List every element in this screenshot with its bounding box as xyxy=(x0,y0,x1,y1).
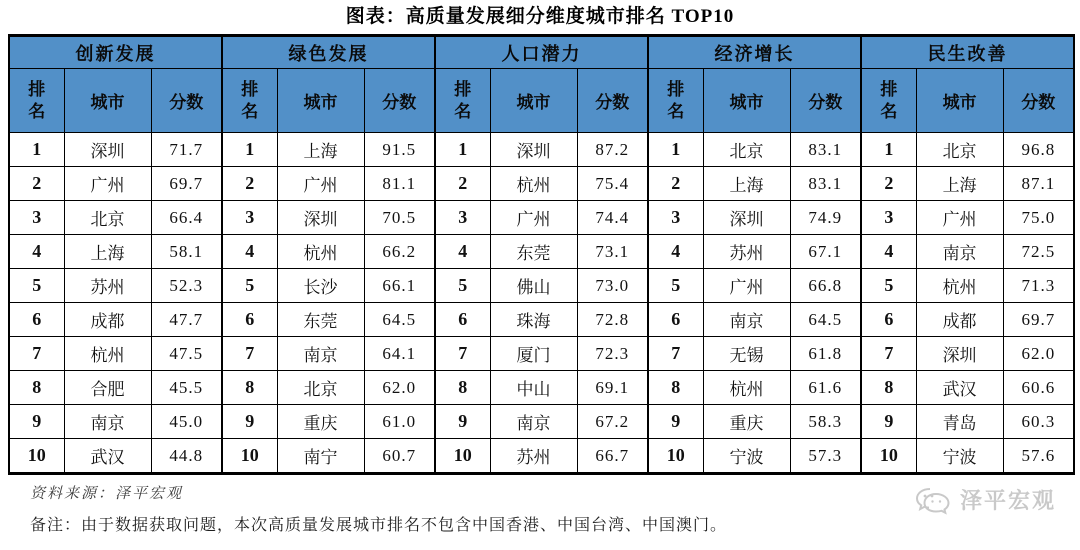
rank-cell: 4 xyxy=(9,235,64,269)
column-header-city: 城市 xyxy=(64,69,151,133)
rank-cell: 1 xyxy=(861,133,916,167)
rank-cell: 1 xyxy=(222,133,277,167)
city-cell: 南京 xyxy=(490,405,577,439)
score-cell: 64.5 xyxy=(790,303,861,337)
rank-cell: 6 xyxy=(435,303,490,337)
rank-cell: 10 xyxy=(222,439,277,474)
section-header-5: 民生改善 xyxy=(861,36,1074,69)
section-header-2: 绿色发展 xyxy=(222,36,435,69)
city-cell: 苏州 xyxy=(703,235,790,269)
table-row xyxy=(9,337,1074,371)
city-cell: 杭州 xyxy=(64,337,151,371)
city-cell: 上海 xyxy=(916,167,1003,201)
score-cell: 75.4 xyxy=(577,167,648,201)
column-header-score: 分数 xyxy=(151,69,222,133)
city-cell: 北京 xyxy=(64,201,151,235)
rank-cell: 3 xyxy=(222,201,277,235)
rank-cell: 7 xyxy=(222,337,277,371)
city-cell: 苏州 xyxy=(490,439,577,474)
city-cell: 深圳 xyxy=(490,133,577,167)
table-row xyxy=(9,303,1074,337)
rank-cell: 8 xyxy=(222,371,277,405)
table-row xyxy=(9,201,1074,235)
score-cell: 45.5 xyxy=(151,371,222,405)
city-cell: 广州 xyxy=(64,167,151,201)
score-cell: 67.2 xyxy=(577,405,648,439)
rank-cell: 10 xyxy=(861,439,916,474)
rank-cell: 8 xyxy=(861,371,916,405)
rank-cell: 2 xyxy=(648,167,703,201)
column-header-city: 城市 xyxy=(277,69,364,133)
city-cell: 北京 xyxy=(277,371,364,405)
city-cell: 珠海 xyxy=(490,303,577,337)
rank-cell: 6 xyxy=(648,303,703,337)
city-cell: 无锡 xyxy=(703,337,790,371)
score-cell: 57.3 xyxy=(790,439,861,474)
score-cell: 66.4 xyxy=(151,201,222,235)
rank-cell: 5 xyxy=(9,269,64,303)
score-cell: 70.5 xyxy=(364,201,435,235)
rank-cell: 7 xyxy=(9,337,64,371)
score-cell: 60.6 xyxy=(1003,371,1074,405)
city-cell: 北京 xyxy=(916,133,1003,167)
rank-cell: 6 xyxy=(9,303,64,337)
score-cell: 60.3 xyxy=(1003,405,1074,439)
city-cell: 杭州 xyxy=(916,269,1003,303)
city-cell: 深圳 xyxy=(277,201,364,235)
score-cell: 60.7 xyxy=(364,439,435,474)
rank-cell: 1 xyxy=(648,133,703,167)
rank-cell: 3 xyxy=(435,201,490,235)
column-header-city: 城市 xyxy=(916,69,1003,133)
city-cell: 深圳 xyxy=(703,201,790,235)
score-cell: 69.7 xyxy=(1003,303,1074,337)
score-cell: 64.5 xyxy=(364,303,435,337)
city-cell: 深圳 xyxy=(916,337,1003,371)
city-cell: 上海 xyxy=(703,167,790,201)
column-header-rank: 排名 xyxy=(648,69,703,133)
rank-cell: 9 xyxy=(222,405,277,439)
city-cell: 南京 xyxy=(703,303,790,337)
rank-cell: 6 xyxy=(222,303,277,337)
score-cell: 66.2 xyxy=(364,235,435,269)
score-cell: 72.3 xyxy=(577,337,648,371)
score-cell: 73.0 xyxy=(577,269,648,303)
rank-cell: 9 xyxy=(9,405,64,439)
score-cell: 83.1 xyxy=(790,167,861,201)
city-cell: 成都 xyxy=(916,303,1003,337)
score-cell: 81.1 xyxy=(364,167,435,201)
rank-cell: 10 xyxy=(435,439,490,474)
score-cell: 87.2 xyxy=(577,133,648,167)
table-row xyxy=(9,133,1074,167)
column-header-city: 城市 xyxy=(703,69,790,133)
column-header-city: 城市 xyxy=(490,69,577,133)
city-cell: 广州 xyxy=(490,201,577,235)
city-cell: 上海 xyxy=(64,235,151,269)
column-header-rank: 排名 xyxy=(9,69,64,133)
column-header-rank: 排名 xyxy=(861,69,916,133)
score-cell: 58.3 xyxy=(790,405,861,439)
score-cell: 66.7 xyxy=(577,439,648,474)
section-header-1: 创新发展 xyxy=(9,36,222,69)
score-cell: 47.7 xyxy=(151,303,222,337)
watermark-label: 泽平宏观 xyxy=(959,488,1056,513)
rank-cell: 4 xyxy=(648,235,703,269)
score-cell: 57.6 xyxy=(1003,439,1074,474)
city-cell: 厦门 xyxy=(490,337,577,371)
score-cell: 72.8 xyxy=(577,303,648,337)
city-cell: 合肥 xyxy=(64,371,151,405)
city-cell: 南京 xyxy=(64,405,151,439)
score-cell: 71.3 xyxy=(1003,269,1074,303)
city-cell: 北京 xyxy=(703,133,790,167)
city-cell: 广州 xyxy=(703,269,790,303)
city-cell: 重庆 xyxy=(703,405,790,439)
rank-cell: 10 xyxy=(648,439,703,474)
rank-cell: 5 xyxy=(435,269,490,303)
rank-cell: 8 xyxy=(9,371,64,405)
score-cell: 62.0 xyxy=(364,371,435,405)
column-header-score: 分数 xyxy=(364,69,435,133)
rank-cell: 5 xyxy=(648,269,703,303)
score-cell: 61.6 xyxy=(790,371,861,405)
city-cell: 南京 xyxy=(277,337,364,371)
city-cell: 宁波 xyxy=(916,439,1003,474)
rank-cell: 2 xyxy=(9,167,64,201)
city-cell: 杭州 xyxy=(277,235,364,269)
score-cell: 52.3 xyxy=(151,269,222,303)
column-header-score: 分数 xyxy=(577,69,648,133)
rank-cell: 3 xyxy=(648,201,703,235)
city-cell: 东莞 xyxy=(490,235,577,269)
rank-cell: 8 xyxy=(648,371,703,405)
score-cell: 44.8 xyxy=(151,439,222,474)
city-cell: 长沙 xyxy=(277,269,364,303)
score-cell: 73.1 xyxy=(577,235,648,269)
rank-cell: 7 xyxy=(861,337,916,371)
rank-cell: 6 xyxy=(861,303,916,337)
rank-cell: 9 xyxy=(648,405,703,439)
rank-cell: 2 xyxy=(222,167,277,201)
column-header-rank: 排名 xyxy=(222,69,277,133)
score-cell: 45.0 xyxy=(151,405,222,439)
score-cell: 47.5 xyxy=(151,337,222,371)
city-cell: 中山 xyxy=(490,371,577,405)
section-header-4: 经济增长 xyxy=(648,36,861,69)
rank-cell: 10 xyxy=(9,439,64,474)
score-cell: 96.8 xyxy=(1003,133,1074,167)
table-row xyxy=(9,371,1074,405)
city-cell: 武汉 xyxy=(64,439,151,474)
table-row xyxy=(9,439,1074,474)
city-cell: 重庆 xyxy=(277,405,364,439)
city-cell: 苏州 xyxy=(64,269,151,303)
rank-cell: 3 xyxy=(861,201,916,235)
rank-cell: 4 xyxy=(222,235,277,269)
note-line: 备注：由于数据获取问题，本次高质量发展城市排名不包含中国香港、中国台湾、中国澳门。 xyxy=(30,517,728,534)
column-header-score: 分数 xyxy=(1003,69,1074,133)
page-title: 图表：高质量发展细分维度城市排名 TOP10 xyxy=(345,6,735,27)
rank-cell: 9 xyxy=(435,405,490,439)
score-cell: 74.4 xyxy=(577,201,648,235)
score-cell: 75.0 xyxy=(1003,201,1074,235)
rank-cell: 5 xyxy=(861,269,916,303)
score-cell: 67.1 xyxy=(790,235,861,269)
score-cell: 61.0 xyxy=(364,405,435,439)
city-cell: 成都 xyxy=(64,303,151,337)
score-cell: 69.1 xyxy=(577,371,648,405)
score-cell: 58.1 xyxy=(151,235,222,269)
rank-cell: 2 xyxy=(861,167,916,201)
score-cell: 61.8 xyxy=(790,337,861,371)
city-cell: 南京 xyxy=(916,235,1003,269)
table-row xyxy=(9,405,1074,439)
score-cell: 74.9 xyxy=(790,201,861,235)
city-cell: 杭州 xyxy=(703,371,790,405)
rank-cell: 8 xyxy=(435,371,490,405)
score-cell: 83.1 xyxy=(790,133,861,167)
city-cell: 东莞 xyxy=(277,303,364,337)
score-cell: 66.8 xyxy=(790,269,861,303)
score-cell: 64.1 xyxy=(364,337,435,371)
rank-cell: 9 xyxy=(861,405,916,439)
rank-cell: 1 xyxy=(435,133,490,167)
city-cell: 南宁 xyxy=(277,439,364,474)
column-header-rank: 排名 xyxy=(435,69,490,133)
score-cell: 66.1 xyxy=(364,269,435,303)
watermark xyxy=(914,484,1056,515)
score-cell: 87.1 xyxy=(1003,167,1074,201)
rank-cell: 1 xyxy=(9,133,64,167)
table-row xyxy=(9,167,1074,201)
ranking-table xyxy=(8,34,1075,475)
table-row xyxy=(9,269,1074,303)
score-cell: 71.7 xyxy=(151,133,222,167)
rank-cell: 4 xyxy=(861,235,916,269)
city-cell: 广州 xyxy=(916,201,1003,235)
table-row xyxy=(9,235,1074,269)
rank-cell: 4 xyxy=(435,235,490,269)
column-header-score: 分数 xyxy=(790,69,861,133)
rank-cell: 5 xyxy=(222,269,277,303)
score-cell: 91.5 xyxy=(364,133,435,167)
rank-cell: 7 xyxy=(435,337,490,371)
score-cell: 69.7 xyxy=(151,167,222,201)
score-cell: 62.0 xyxy=(1003,337,1074,371)
wechat-icon xyxy=(914,485,954,515)
score-cell: 72.5 xyxy=(1003,235,1074,269)
city-cell: 宁波 xyxy=(703,439,790,474)
rank-cell: 7 xyxy=(648,337,703,371)
city-cell: 上海 xyxy=(277,133,364,167)
section-header-3: 人口潜力 xyxy=(435,36,648,69)
city-cell: 广州 xyxy=(277,167,364,201)
city-cell: 青岛 xyxy=(916,405,1003,439)
city-cell: 佛山 xyxy=(490,269,577,303)
rank-cell: 3 xyxy=(9,201,64,235)
city-cell: 武汉 xyxy=(916,371,1003,405)
rank-cell: 2 xyxy=(435,167,490,201)
city-cell: 杭州 xyxy=(490,167,577,201)
city-cell: 深圳 xyxy=(64,133,151,167)
source-line: 资料来源：泽平宏观 xyxy=(30,486,184,502)
